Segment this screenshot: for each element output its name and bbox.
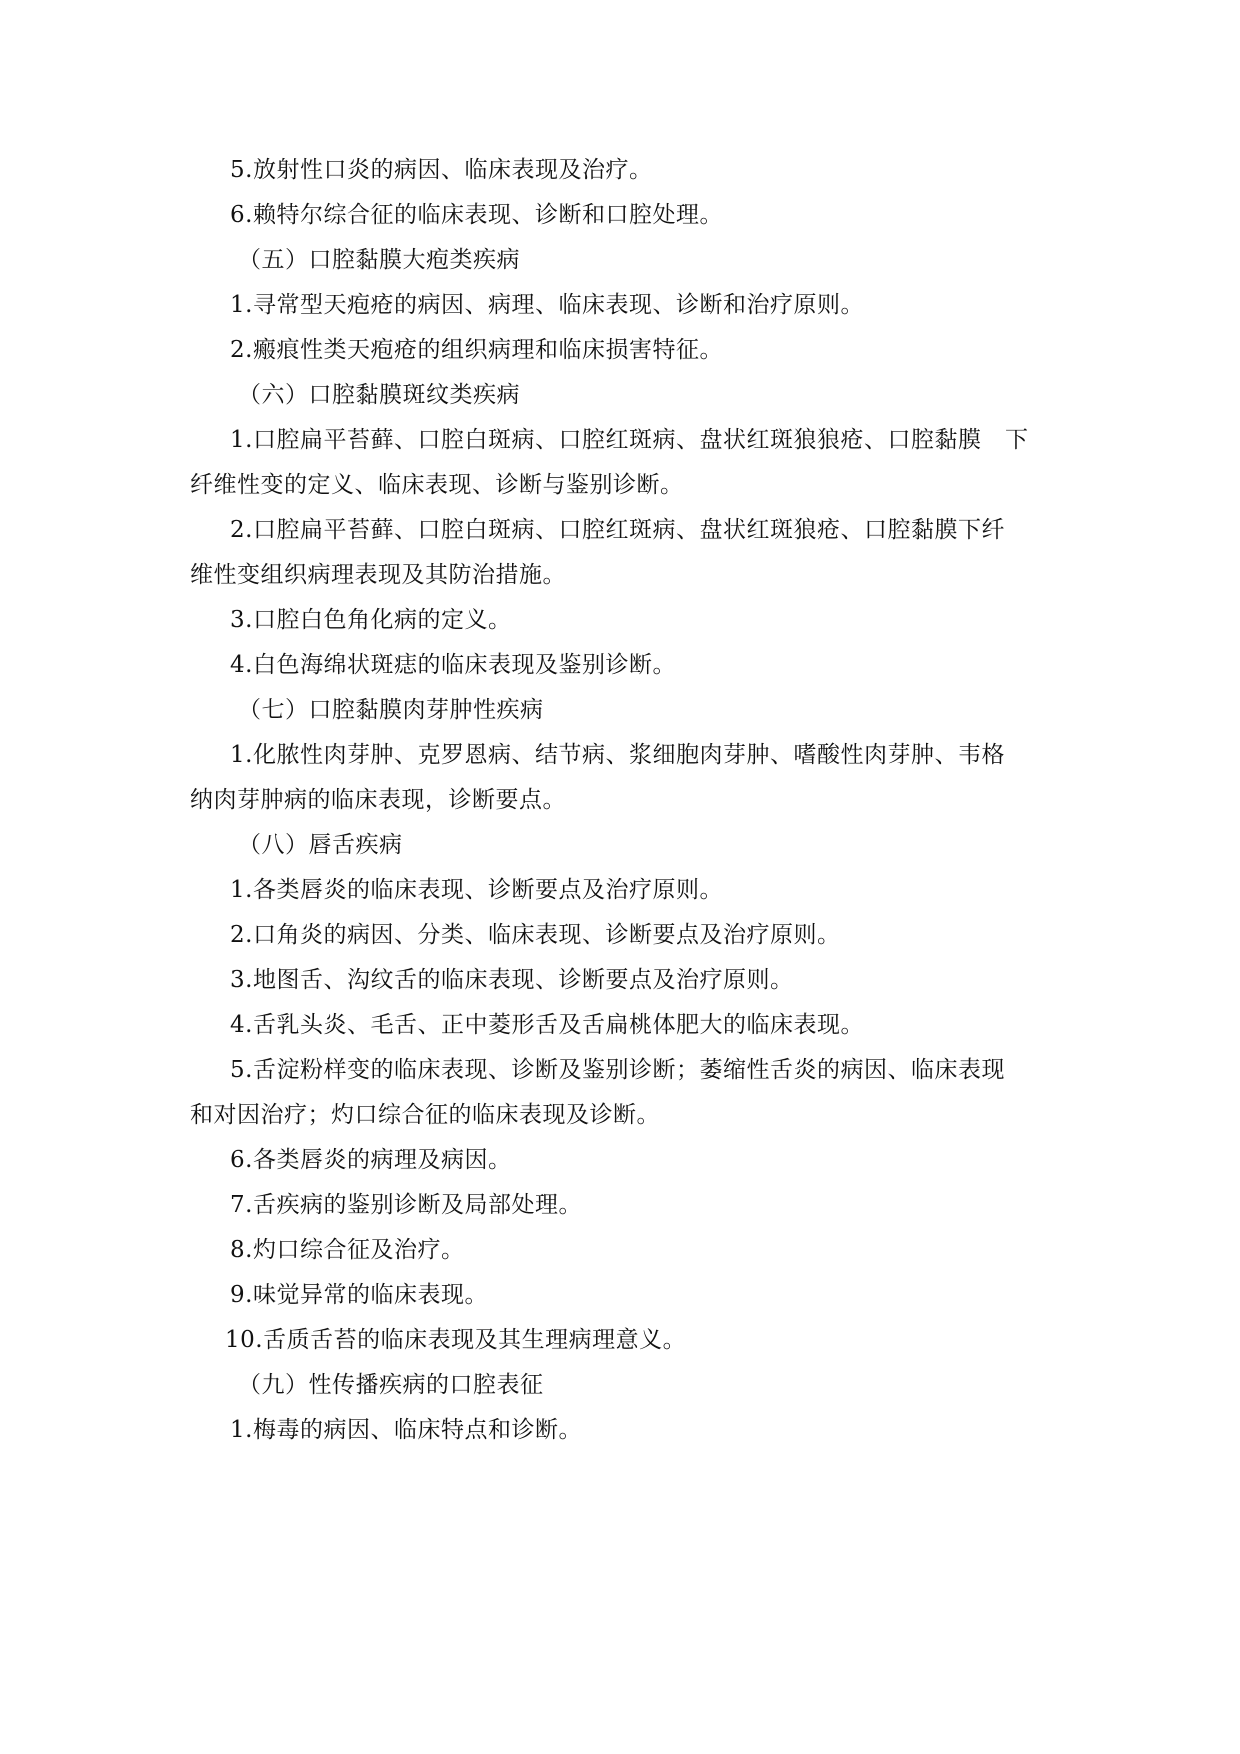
section-heading: （五）口腔黏膜大疱类疾病 [238, 247, 520, 273]
list-item: 4.舌乳头炎、毛舌、正中菱形舌及舌扁桃体肥大的临床表现。 [230, 1012, 864, 1038]
list-item: 2.瘢痕性类天疱疮的组织病理和临床损害特征。 [230, 337, 723, 363]
list-item: 4.白色海绵状斑痣的临床表现及鉴别诊断。 [230, 652, 676, 678]
section-heading: （七）口腔黏膜肉芽肿性疾病 [238, 697, 544, 723]
list-item: 6.赖特尔综合征的临床表现、诊断和口腔处理。 [230, 202, 723, 228]
list-item: 10.舌质舌苔的临床表现及其生理病理意义。 [225, 1327, 687, 1353]
list-item: 2.口腔扁平苔藓、口腔白斑病、口腔红斑病、盘状红斑狼疮、口腔黏膜下纤 [230, 517, 1005, 543]
list-item-continuation: 纳肉芽肿病的临床表现，诊断要点。 [190, 787, 566, 813]
list-item: 8.灼口综合征及治疗。 [230, 1237, 465, 1263]
list-item: 1.化脓性肉芽肿、克罗恩病、结节病、浆细胞肉芽肿、嗜酸性肉芽肿、韦格 [230, 742, 1005, 768]
list-item-continuation: 维性变组织病理表现及其防治措施。 [190, 562, 566, 588]
section-heading: （九）性传播疾病的口腔表征 [238, 1372, 544, 1398]
list-item: 5.舌淀粉样变的临床表现、诊断及鉴别诊断；萎缩性舌炎的病因、临床表现 [230, 1057, 1005, 1083]
list-item: 1.各类唇炎的临床表现、诊断要点及治疗原则。 [230, 877, 723, 903]
list-item: 3.口腔白色角化病的定义。 [230, 607, 512, 633]
list-item: 6.各类唇炎的病理及病因。 [230, 1147, 512, 1173]
list-item: 1.梅毒的病因、临床特点和诊断。 [230, 1417, 582, 1443]
section-heading: （六）口腔黏膜斑纹类疾病 [238, 382, 520, 408]
list-item-continuation: 纤维性变的定义、临床表现、诊断与鉴别诊断。 [190, 472, 684, 498]
list-item: 3.地图舌、沟纹舌的临床表现、诊断要点及治疗原则。 [230, 967, 794, 993]
list-item-continuation: 和对因治疗；灼口综合征的临床表现及诊断。 [190, 1102, 660, 1128]
list-item: 5.放射性口炎的病因、临床表现及治疗。 [230, 157, 653, 183]
list-item: 1.寻常型天疱疮的病因、病理、临床表现、诊断和治疗原则。 [230, 292, 864, 318]
list-item: 9.味觉异常的临床表现。 [230, 1282, 488, 1308]
list-item: 7.舌疾病的鉴别诊断及局部处理。 [230, 1192, 582, 1218]
list-item: 2.口角炎的病因、分类、临床表现、诊断要点及治疗原则。 [230, 922, 841, 948]
section-heading: （八）唇舌疾病 [238, 832, 403, 858]
list-item: 1.口腔扁平苔藓、口腔白斑病、口腔红斑病、盘状红斑狼狼疮、口腔黏膜 下 [230, 427, 1029, 453]
